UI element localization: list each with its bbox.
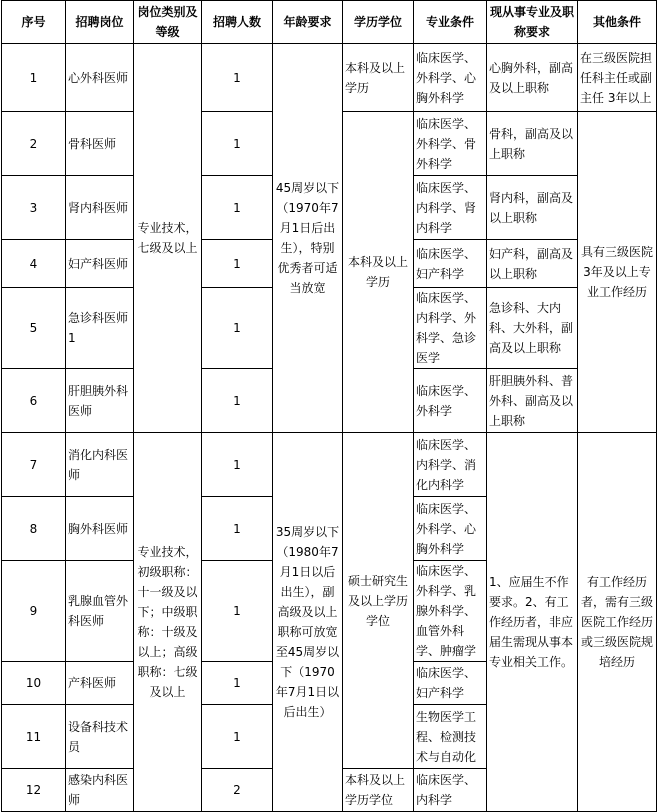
- cell-post: 急诊科医师1: [66, 288, 134, 369]
- cell-degree-group-b: 硕士研究生及以上学历学位: [343, 433, 414, 769]
- cell-no: 2: [2, 112, 66, 176]
- header-post: 招聘岗位: [66, 1, 134, 44]
- cell-count: 1: [202, 176, 273, 240]
- cell-post: 胸外科医师: [66, 497, 134, 561]
- cell-degree-group-a: 本科及以上学历: [343, 112, 414, 433]
- cell-major: 临床医学、外科学、骨外科学: [414, 112, 487, 176]
- cell-no: 7: [2, 433, 66, 497]
- header-title-req: 现从事专业及职称要求: [487, 1, 578, 44]
- cell-major: 临床医学、内科学、外科学、急诊医学: [414, 288, 487, 369]
- header-row: [2, 1, 657, 44]
- cell-post: 乳腺血管外科医师: [66, 561, 134, 662]
- cell-title-req: 急诊科、大内科、大外科，副高及以上职称: [487, 288, 578, 369]
- cell-other: 在三级医院担任科主任或副主任 3年以上: [578, 44, 657, 112]
- cell-no: 6: [2, 369, 66, 433]
- header-degree: 学历学位: [343, 1, 414, 44]
- cell-count: 1: [202, 497, 273, 561]
- cell-age-group-b: 35周岁以下（1980年7月1日以后出生），副高级及以上职称可放宽至45周岁以下（1970年7月1日以后出生）: [273, 433, 343, 812]
- cell-title-req: 肾内科，副高及以上职称: [487, 176, 578, 240]
- cell-other-group-a: 具有三级医院3年及以上专业工作经历: [578, 112, 657, 433]
- cell-title-req: 骨科，副高及以上职称: [487, 112, 578, 176]
- cell-count: 1: [202, 662, 273, 705]
- cell-post: 设备科技术员: [66, 705, 134, 769]
- cell-major: 临床医学、内科学、肾内科学: [414, 176, 487, 240]
- cell-no: 5: [2, 288, 66, 369]
- cell-title-req: 妇产科，副高及以上职称: [487, 240, 578, 288]
- cell-no: 11: [2, 705, 66, 769]
- cell-no: 4: [2, 240, 66, 288]
- cell-major: 临床医学、外科学、乳腺外科学、血管外科学、肿瘤学: [414, 561, 487, 662]
- header-age: 年龄要求: [273, 1, 343, 44]
- cell-major: 临床医学、外科学、心胸外科学: [414, 497, 487, 561]
- header-category: 岗位类别及等级: [134, 1, 202, 44]
- cell-count: 1: [202, 240, 273, 288]
- cell-age-group-a: 45周岁以下（1970年7月1日后出生），特别优秀者可适当放宽: [273, 44, 343, 433]
- table-row: [2, 44, 657, 112]
- cell-post: 消化内科医师: [66, 433, 134, 497]
- recruitment-table: [1, 0, 657, 812]
- header-other: 其他条件: [578, 1, 657, 44]
- cell-count: 1: [202, 561, 273, 662]
- cell-count: 2: [202, 769, 273, 812]
- cell-count: 1: [202, 433, 273, 497]
- header-count: 招聘人数: [202, 1, 273, 44]
- cell-major: 临床医学、外科学: [414, 369, 487, 433]
- cell-major: 临床医学、外科学、心胸外科学: [414, 44, 487, 112]
- cell-no: 1: [2, 44, 66, 112]
- cell-post: 心外科医师: [66, 44, 134, 112]
- cell-no: 3: [2, 176, 66, 240]
- header-no: 序号: [2, 1, 66, 44]
- cell-major: 临床医学、内科学: [414, 769, 487, 812]
- cell-major: 临床医学、妇产科学: [414, 662, 487, 705]
- cell-post: 感染内科医师: [66, 769, 134, 812]
- cell-no: 9: [2, 561, 66, 662]
- cell-no: 10: [2, 662, 66, 705]
- cell-post: 肾内科医师: [66, 176, 134, 240]
- cell-major: 临床医学、内科学、消化内科学: [414, 433, 487, 497]
- cell-category-group-a: 专业技术，七级及以上: [134, 44, 202, 433]
- cell-title-req: 心胸外科，副高及以上职称: [487, 44, 578, 112]
- cell-degree: 本科及以上学历学位: [343, 769, 414, 812]
- cell-post: 骨科医师: [66, 112, 134, 176]
- header-major: 专业条件: [414, 1, 487, 44]
- cell-no: 12: [2, 769, 66, 812]
- cell-category-group-b: 专业技术，初级职称：十一级及以下；中级职称：十级及以上；高级职称：七级及以上: [134, 433, 202, 812]
- table-row: [2, 433, 657, 497]
- cell-major: 临床医学、妇产科学: [414, 240, 487, 288]
- cell-title-req: 肝胆胰外科、普外科、副高及以上职称: [487, 369, 578, 433]
- cell-count: 1: [202, 705, 273, 769]
- cell-post: 妇产科医师: [66, 240, 134, 288]
- cell-count: 1: [202, 112, 273, 176]
- cell-other-group-b: 有工作经历者，需有三级医院工作经历或三级医院规培经历: [578, 433, 657, 812]
- cell-degree: 本科及以上学历: [343, 44, 414, 112]
- cell-no: 8: [2, 497, 66, 561]
- cell-count: 1: [202, 369, 273, 433]
- cell-count: 1: [202, 44, 273, 112]
- cell-major: 生物医学工程、检测技术与自动化: [414, 705, 487, 769]
- cell-title-req-group-b: 1、应届生不作要求。2、有工作经历者，非应届生需现从事本专业相关工作。: [487, 433, 578, 812]
- cell-post: 肝胆胰外科医师: [66, 369, 134, 433]
- cell-post: 产科医师: [66, 662, 134, 705]
- cell-count: 1: [202, 288, 273, 369]
